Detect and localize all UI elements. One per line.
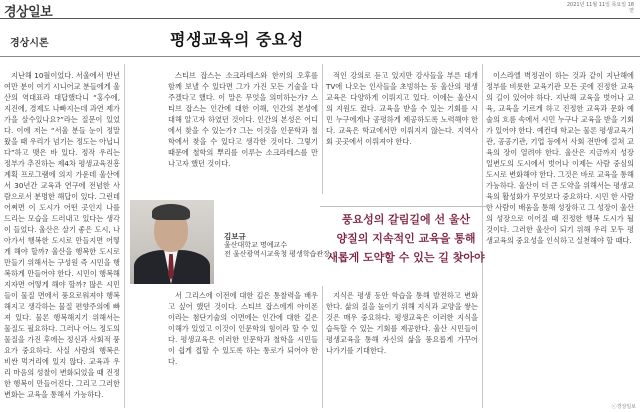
pull-quote — [326, 210, 486, 267]
author-photo — [130, 200, 214, 284]
article-paragraph: 스티브 잡스는 소크라테스와 한끼의 오후를 함께 보낼 수 있다면 그가 가진 모든 기술을 다 주겠다고 했다. 이 말은 무엇을 의미하는가? 스티브 잡스는 인간에 대한 이해, 인간의 본성에 대해 알고자 하였던 것이다. 인간의 본성은 어디에서 찾을 수 있는가? 그는 이것을 인문학과 철학에서 찾을 수 있다고 생각한 것이다. 그렇기 때문에 철학의 뿌리를 이루는 소크라테스를 만나고자 했던 것이다. — [168, 71, 318, 168]
article-paragraph: 지식은 평생 동안 학습을 통해 발전하고 변화한다. 삶의 질을 높이기 위해 지식과 교양을 쌓는 것은 매우 중요하다. 평생교육은 이러한 지식을 습득할 수 있는 기회를 제공한다. 울산 시민들이 평생교육을 통해 자신의 삶을 풍요롭게 가꾸어 나가기를 기대한다. — [326, 291, 478, 355]
author-title: 전 울산광역시교육청 평생학습관장 — [224, 250, 330, 258]
column-divider — [322, 64, 323, 194]
masthead — [0, 0, 640, 19]
newspaper-name: 경상일보 — [4, 5, 53, 20]
column-divider — [124, 64, 125, 408]
pull-quote-line: 양질의 지속적인 교육을 통해 — [336, 232, 476, 245]
headline: 평생교육의 중요성 — [170, 30, 304, 49]
article-paragraph: 서 그리스에 이전에 대한 깊은 통찰력을 배우고 싶어 했던 것이다. 스티브 잡스에게 아이폰 이라는 첨단기술의 이면에는 인간에 대한 깊은 이해가 있었고 이것이 인문학의 힘이라 할 수 있다. 평생교육은 이러한 인문학과 철학을 시민들이 쉽게 접할 수 있도록 하는 통로가 되어야 한다. — [168, 291, 318, 366]
author-name: 김보규 — [224, 232, 246, 241]
article-paragraph: 이스라엘 벽정권이 하는 것과 같이 지난해에 정부를 비롯한 교육기관 모든 곳에 진정한 교육의 길이 있어야 하다. 지난해 교육을 벗어나 교육, 교육을 기르게 하고 진정한 교육과 문화 예술의 흐름 속에서 시민 누구나 교육을 받을 기회가 있어야 한다. 예컨대 학교는 물론 평생교육기관, 공공기관, 기업 등에서 사회 전반에 걸쳐 교육의 장이 열려야 한다. 울산은 지금까지 성장 일변도의 도시에서 벗어나 이제는 사람 중심의 도시로 변화해야 한다. 그것은 바로 교육을 통해 가능하다. 울산이 더 큰 도약을 위해서는 평생교육의 활성화가 무엇보다 중요하다. 시민 한 사람 한 사람이 배움을 통해 성장하고 그 성장이 울산의 성장으로 이어질 때 진정한 행복 도시가 될 것이다. 그러한 울산이 되기 위해 우리 모두 평생교육의 중요성을 인식하고 실천해야 할 때다. — [486, 71, 634, 245]
article-column-2 — [168, 70, 318, 196]
article-paragraph: 적인 강의로 듣고 있지만 강사들을 부른 대개 TV에 나오는 인사들을 초빙하는 등 울산의 평생교육은 다양하게 이뤄지고 있다. 이에는 울산시의 지원도 컸다. 교육을 받을 수 있는 기회를 시민 누구에게나 공평하게 제공하도록 노력해야 한다. 교육은 학교에서만 이뤄지지 않는다. 지역사회 곳곳에서 이뤄져야 한다. — [326, 71, 478, 146]
header-rule — [0, 56, 640, 57]
copyright-mark: ⓒ경상일보 — [611, 404, 636, 410]
article-column-3-lower — [326, 290, 478, 406]
author-title: 울산대학교 명예교수 — [224, 241, 288, 249]
section-tag: 경상시론 — [10, 38, 49, 49]
article-column-4 — [486, 70, 634, 406]
pull-quote-line: 풍요성의 갈림길에 선 울산 — [341, 213, 471, 226]
issue-info: 2021년 11월 11일 목요일 18면 — [566, 2, 634, 14]
author-byline — [224, 232, 330, 259]
article-column-3 — [326, 70, 478, 196]
column-divider — [322, 286, 323, 408]
article-column-1 — [4, 70, 120, 406]
pull-quote-line: 새롭게 도약할 수 있는 길 찾아야 — [327, 251, 485, 264]
article-paragraph: 지난해 10월이었다. 서울에서 반년 여만 분이 여기 시니어교 분들에게 울산의 역대표라 대답했다니 “홍수에, 지진에, 경제도 나빠지는데 과연 제가 가을 살수있나요?”라는 질문이 있었다. 이에 저는 “서울 분들 눈이 정말 왔을 때 우리가 넘기는 정도는 아닙니다”하고 맺은 바 있다. 정작 우리는 정부가 추진하는 제4차 평생교육진흥계획 프로그램에 의지 가운데 울산에서 30년간 교육과 연구에 전념한 사람으로서 분명한 해답이 있다. 그런데 어쩌면 이 도시가 어떤 곳인지 나를 드리는 모습을 드러내고 있다는 생각이 들었다. 울산은 살기 좋은 도시, 나아가서 행복한 도시로 만들지면 어떻게 해야 할까? 울산을 행복한 도시로 만들기 위해서는 구성원 즉 시민을 행복하게 만들어야 한다. 시민이 행복해지자면 어떻게 해야 할까? 많은 시민들이 물질 면에서 풍요로워져야 행복해지고 생각하는 물질 편향주의에 빠져 있다. 물론 행복해지기 위해서는 물질도 필요하다. 그러나 어느 정도의 물질을 가진 후에는 정신과 사회적 풍요가 중요하다. 사실 사람의 행복은 비싼 먹거리에 있지 않다. 교육과 우리 마음의 성찰이 변화되었을 때 진정한 행복이 만들어진다. 그리고 그러한 변화는 교육을 통해서 가능하다. — [4, 71, 120, 399]
article-column-2-lower — [168, 290, 318, 406]
pull-quote-rule — [320, 206, 490, 285]
